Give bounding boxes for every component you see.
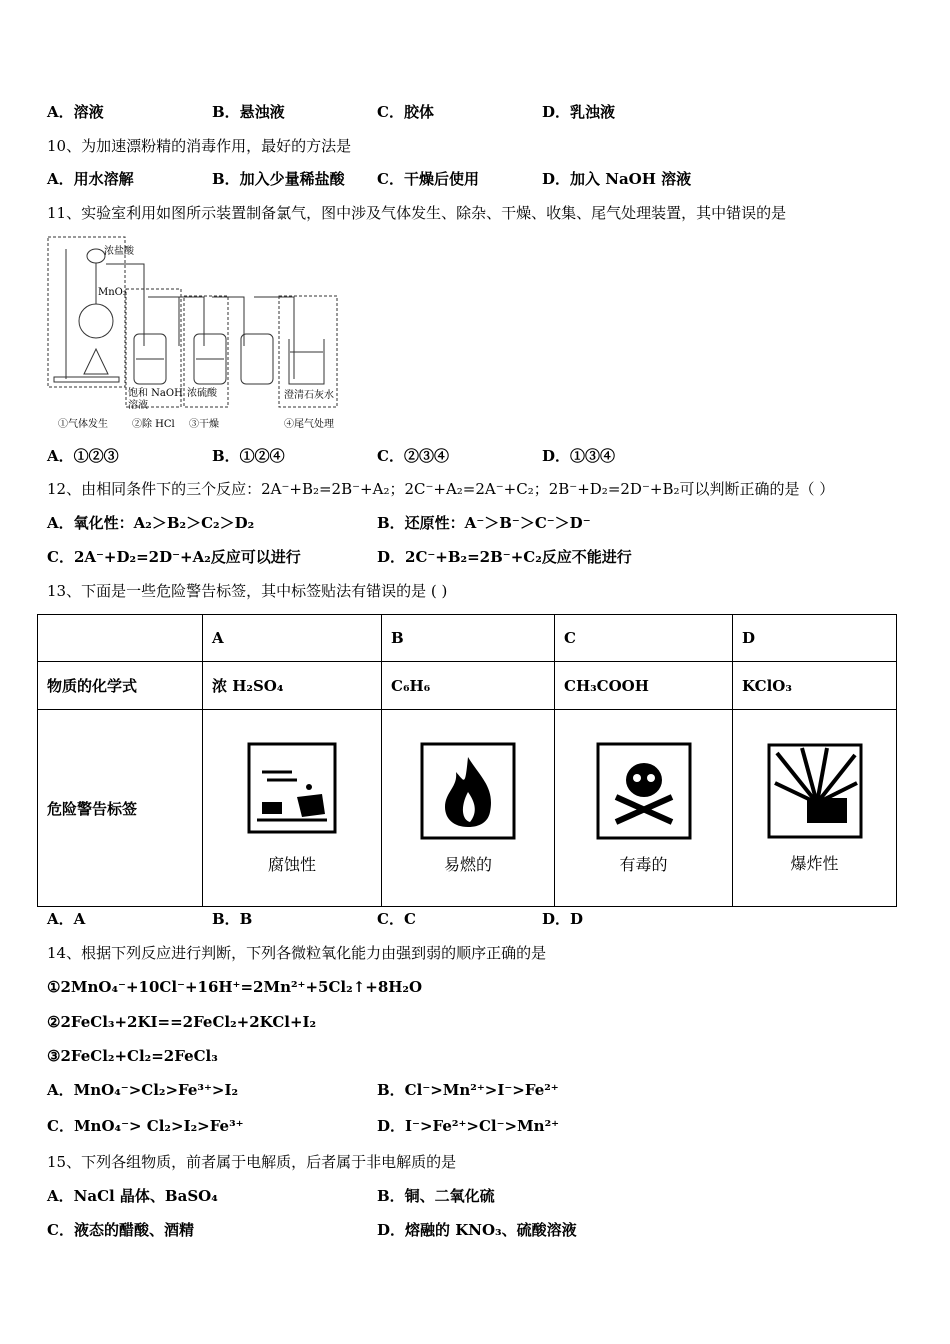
corrosive-icon xyxy=(247,742,337,834)
q14-reaction-3: ③2FeCl₂+Cl₂=2FeCl₃ xyxy=(47,1047,218,1065)
q12-option-b: B．还原性：A⁻＞B⁻＞C⁻＞D⁻ xyxy=(377,514,591,532)
q10-stem: 10、为加速漂粉精的消毒作用，最好的方法是 xyxy=(47,137,352,155)
caption-2: ②除 HCl xyxy=(132,419,175,430)
q12-stem: 12、由相同条件下的三个反应：2A⁻+B₂=2B⁻+A₂；2C⁻+A₂=2A⁻+C₂；2B⁻+D₂=2D⁻+B₂可以判断正确的是（ ） xyxy=(47,480,835,498)
q11-stem: 11、实验室利用如图所示装置制备氯气，图中涉及气体发生、除杂、干燥、收集、尾气处理装置，其中错误的是 xyxy=(47,204,787,222)
q14-option-a: A．MnO₄⁻>Cl₂>Fe³⁺>I₂ xyxy=(47,1081,239,1099)
label-text-d: 爆炸性 xyxy=(790,853,839,873)
q14-reaction-1: ①2MnO₄⁻+10Cl⁻+16H⁺=2Mn²⁺+5Cl₂↑+8H₂O xyxy=(47,978,423,996)
q14-stem: 14、根据下列反应进行判断，下列各微粒氧化能力由强到弱的顺序正确的是 xyxy=(47,944,547,962)
flammable-icon xyxy=(420,742,516,840)
label-limewater: 澄清石灰水 xyxy=(284,390,334,401)
label-naoh-2: 溶液 xyxy=(128,400,148,411)
q11-option-a: A．①②③ xyxy=(47,447,119,465)
q11-option-c: C．②③④ xyxy=(377,447,449,465)
q10-option-c: C．干燥后使用 xyxy=(377,170,479,188)
header-c: C xyxy=(555,615,733,662)
hazard-cell-a xyxy=(203,710,382,907)
q15-option-c: C．液态的醋酸、酒精 xyxy=(47,1221,194,1239)
q14-reaction-2: ②2FeCl₃+2KI==2FeCl₂+2KCl+I₂ xyxy=(47,1013,317,1031)
row-label-formula: 物质的化学式 xyxy=(38,662,203,710)
q12-option-c: C．2A⁻+D₂=2D⁻+A₂反应可以进行 xyxy=(47,548,301,566)
label-row xyxy=(38,710,897,907)
formula-a: 浓 H₂SO₄ xyxy=(203,662,382,710)
caption-4: ④尾气处理 xyxy=(284,419,334,430)
toxic-skull-icon xyxy=(596,742,692,840)
q9-option-d: D．乳浊液 xyxy=(542,103,616,121)
formula-c: CH₃COOH xyxy=(555,662,733,710)
q15-option-d: D．熔融的 KNO₃、硫酸溶液 xyxy=(377,1221,577,1239)
q14-option-d: D．I⁻>Fe²⁺>Cl⁻>Mn²⁺ xyxy=(377,1117,560,1135)
label-h2so4: 浓硫酸 xyxy=(187,388,217,399)
q10-option-a: A．用水溶解 xyxy=(47,170,134,188)
hazard-cell-c xyxy=(555,710,733,907)
q12-option-a: A．氧化性：A₂＞B₂＞C₂＞D₂ xyxy=(47,514,255,532)
label-conc-hcl: 浓盐酸 xyxy=(104,246,134,257)
label-text-b: 易燃的 xyxy=(443,854,492,874)
hazard-cell-b xyxy=(382,710,555,907)
q12-option-d: D．2C⁻+B₂=2B⁻+C₂反应不能进行 xyxy=(377,548,632,566)
formula-d: KClO₃ xyxy=(733,662,897,710)
q9-option-a: A．溶液 xyxy=(47,103,104,121)
table-header-row xyxy=(38,615,897,662)
q13-option-d: D．D xyxy=(542,910,584,928)
explosive-icon xyxy=(767,743,863,839)
header-d: D xyxy=(733,615,897,662)
hazard-label-table xyxy=(37,614,897,907)
label-mno2: MnO₂ xyxy=(98,287,127,298)
chlorine-apparatus-figure xyxy=(44,234,344,430)
caption-1: ①气体发生 xyxy=(58,419,108,430)
label-naoh: 饱和 NaOH xyxy=(128,388,183,399)
label-text-c: 有毒的 xyxy=(619,854,668,874)
q14-option-c: C．MnO₄⁻> Cl₂>I₂>Fe³⁺ xyxy=(47,1117,244,1135)
q11-option-b: B．①②④ xyxy=(212,447,285,465)
caption-3: ③干燥 xyxy=(189,419,219,430)
q13-stem: 13、下面是一些危险警告标签，其中标签贴法有错误的是 ( ) xyxy=(47,582,448,600)
q15-stem: 15、下列各组物质，前者属于电解质，后者属于非电解质的是 xyxy=(47,1153,457,1171)
formula-row xyxy=(38,662,897,710)
q13-option-a: A．A xyxy=(47,910,86,928)
header-a: A xyxy=(203,615,382,662)
formula-b: C₆H₆ xyxy=(382,662,555,710)
q9-option-b: B．悬浊液 xyxy=(212,103,285,121)
q13-option-b: B．B xyxy=(212,910,253,928)
q15-option-b: B．铜、二氧化硫 xyxy=(377,1187,495,1205)
header-empty xyxy=(38,615,203,662)
q9-option-c: C．胶体 xyxy=(377,103,434,121)
q14-option-b: B．Cl⁻>Mn²⁺>I⁻>Fe²⁺ xyxy=(377,1081,559,1099)
hazard-cell-d xyxy=(733,710,897,907)
q15-option-a: A．NaCl 晶体、BaSO₄ xyxy=(47,1187,218,1205)
q10-option-b: B．加入少量稀盐酸 xyxy=(212,170,345,188)
q11-option-d: D．①③④ xyxy=(542,447,616,465)
q13-option-c: C．C xyxy=(377,910,416,928)
row-label-hazard: 危险警告标签 xyxy=(38,710,203,907)
q10-option-d: D．加入 NaOH 溶液 xyxy=(542,170,692,188)
header-b: B xyxy=(382,615,555,662)
label-text-a: 腐蚀性 xyxy=(267,854,316,874)
